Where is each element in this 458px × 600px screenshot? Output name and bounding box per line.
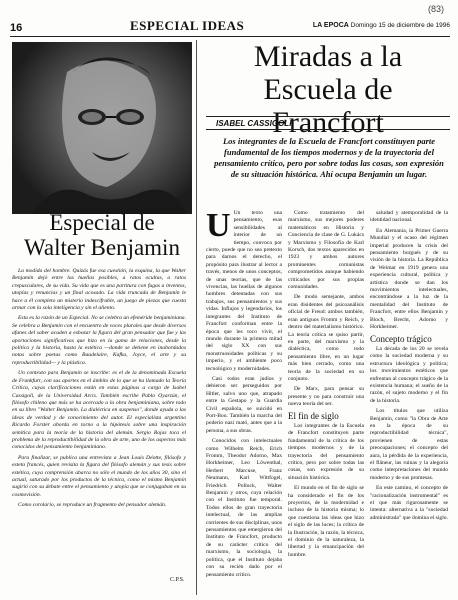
column-paragraph: Como tratamiento del marxismo, sus mejores poderes matemáticos en Historia y Conciencia de clase de G. Lukács y Marxismo y Filosofía de Karl Korsch, dos textos aparecidos en 1923 y ambos autores prominentes comunistas comprometidos aunque habiendo criticados por sus propias comunidades. xyxy=(288,210,364,291)
left-article-body xyxy=(12,268,186,513)
left-paragraph: La modida del hombre. Quizás fue esa cuestión, la esquina, la que Walter Benjamín dejó entre las huellas posibles, a ratos ocultas, a ratos crepusculares, de su vida. Su vida que es una partitura con fugas a inventos, utopías y renuncias y un final acosado. La vida truncada de Benjamín le hace a él completo un misterio indescifrable, un juego de piezas que cuesta armar con la sola inteligencia y sin el aliento. xyxy=(12,268,186,312)
left-title-line-1: Especial de xyxy=(49,210,155,235)
subhead-concepto-tragico: Concepto trágico xyxy=(370,333,432,344)
section-title: ESPECIAL IDEAS xyxy=(130,18,245,33)
column-paragraph: En Alemania, la Primer Guerra Mundial y el ocaso del régimen imperial producen la crisis del pensamiento burgués y de su visión de la historia. La República de Weimar en 1919 genera una experiencia cultural, política y artística donde se dan los movimientos intelectuales, encontrándose a la luz de la mentalidad del Instituto de Francfort, entre ellos Benjamin y Bloch, Brecht, Adorno y Horkheimer. xyxy=(370,227,448,331)
column-paragraph: El mundo en el fin de siglo se ha considerado el fin de los proyectos, de la modernidad e incluso de la historia misma; lo que cuestiona las ideas que hizo el siglo de las luces; la crítica de la Ilustración, la razón, la técnica, el dominio de la naturaleza, la libertad y la emancipación del hombre. xyxy=(288,485,364,558)
column-divider xyxy=(196,40,197,595)
column-paragraph: En este camino, el concepto de "racionalización instrumental" es el que más rigurosamente se intenta: alternativa a la "sociedad administrada" que domina el siglo. xyxy=(370,485,448,521)
subhead-fin-de-siglo: El fin de siglo xyxy=(288,410,339,421)
left-paragraph: Para finalizar, se publica una entrevista a Jean Louis Déotte, filósofo y esteta francés, quien revisita la figura del filósofo alemán y sus tesis sobre estética, cuya comprensión abarca no sólo el mundo de los años 30, sino el actual, saturado por los productos de la técnica, como el mismo Benjamín sugirió con su debate entre el pensamiento y utopía que se conjugaban en su cosmovisión. xyxy=(12,454,186,498)
byline: ISABEL CASSIGOLI xyxy=(206,116,450,130)
column-paragraph: De modo semejante, ambos eran disidentes del psicoanálisis oficial de Freud: ambos también, eran antiguos Fromm y Reich, y dentro del materialismo histórico. La teoría crítica se quiso partir, en parte, del marxismo y la dialéctica, como todo pensamiento libre, en un lugar más bien cerrado, como una teoría de la sociedad en su conjunto. xyxy=(288,294,364,382)
column-paragraph: De Marx, para pensar su presente y no para construir una nueva teoría del ser. xyxy=(288,386,364,408)
column-paragraph: Conocidos con intelectuales como Wilhelm Reich, Erich Fromm, Theodor Adorno, Max Horkheimer, Leo Löwenthal, Herbert Marcuse, Franz Neumann, Karl Wittfogel, Friedrich Pollock, Walter Benjamin y otros, cuya relación con el Instituto fue temporal. Todos ellos de gran trayectoria intelectual, de las amplias corrientes de sus disciplinas, unos pensamientos que emergieron del Instituto de Francfort, producto de su carácter crítico del marxismo, la sociología, la política, que el Instituto dejaba con su recién dado por el pensamiento crítico. xyxy=(206,438,282,578)
newspaper-name: LA EPOCA xyxy=(312,22,349,29)
article-lead: Los integrantes de la Escuela de Francfort constituyen parte fundamental de los tiempos modernos y de la trayectoria del pensamiento crítico, pero por sobre todas las cosas, son expresión de su situación histórica. Ahí ocupa Benjamin un lugar. xyxy=(214,136,444,179)
issue-date: Domingo 15 de diciembre de 1996 xyxy=(350,22,450,29)
left-paragraph: Un contexto para Benjamín se inscribe: es el de la denominada Escuela de Frankfurt, con sus aportes en el ámbito de lo que se ha llamado la Teoría Crítica, cuyas clarificaciones están en estas páginas a cargo de Isabel Cassigoli, de la Universidad Arcis. También escribe Pablo Oyarzún, el filósofo chileno que más se ha acercado a la obra benjaminiana, sobre todo en su libro "Walter Benjamín. La dialéctica en suspenso", donde ayuda a las ideas de verdad y de conocimiento del autor. El especialista argentino Ricardo Forster aborda en torno a la hipótesis sobre una inspiración semítica para la teoría de la historia del alemán. Sergio Rojas toca el problema de la reproductibilidad de la obra de arte, uno de los aspectos más conocidos del pensamiento benjaminiano. xyxy=(12,370,186,451)
left-title-line-2: Walter Benjamin xyxy=(24,235,180,260)
left-paragraph: Esta es la razón de un Especial. No se celebra un efeméride benjaminiana. Se celebra a Benjamín con el encuentro de voces plurales que desde diversos afanes del saber acuden a esbozar la figura del gran pensador que fue y las aportaciones significativas que hizo en la gama de relaciones, desde la política y la historia, hasta la estética —donde se detiene en inabordados notas sobre poetas como Baudelaire, Kafka, Joyce, el arte y su reproductibilidad— y la plástica. xyxy=(12,315,186,366)
column-text: Un texto una pensamiento, esas sensibilidades al interior de un tiempo, convoca por cierto, puede que no sea pretexto para darnos el derecho, el propósito para ilustrar al lector a través, menos de unos conceptos, de unas teorías, que de las vivencias, las huellas de algunos hombres detentadas con sus trabajos, sus pensamientos y sus vidas. Influjos y legendarios, los integrantes del Instituto de Francfort conforman entre la época que les toco vivir, el mundo durante la primera mitad del siglo XX con sus monstruosidades políticas y su imperio, y el ambiente poco tecnológico y modernidades. xyxy=(206,210,282,372)
headline-line-2: Escuela de Francfort xyxy=(263,73,393,139)
article-column-1 xyxy=(206,210,282,595)
column-paragraph: saludad y atemporalidad de la identidad nacional. xyxy=(370,210,448,224)
column-paragraph: Casi todos eran judíos y debieron ser perseguidos por Hitler, salvo uno que, atrapado entre la Gestapo y la Guardia Civil española, se suicidó en Port-Bou. También la marcha del poderío nazi mató, antes que a la persona, a sus obras. xyxy=(206,375,282,434)
handwritten-stamp: (83) xyxy=(427,4,444,14)
dateline xyxy=(313,22,450,29)
page-number: 16 xyxy=(10,22,23,34)
article-column-3 xyxy=(370,210,448,595)
article-column-2 xyxy=(288,210,364,595)
drop-cap: U xyxy=(206,210,231,244)
left-paragraph: Como corolario, se reproduce un fragmento del pensador alemán. xyxy=(18,502,167,509)
column-paragraph: Los títulos que utiliza Benjamin, como "la Obra de Arte en la época de su reproductibilidad técnica", provienen de estas preocupaciones; el concepto del aura, la pérdida de la experiencia, el flâneur, las ruinas y la alegoría como interpretaciones del mundo moderno y de sus promesas. xyxy=(370,408,448,481)
left-article-title xyxy=(14,210,190,260)
column-paragraph: Los integrantes de la Escuela de Francfort constituyen parte fundamental de la crítica de los tiempos modernos y de la trayectoria del pensamiento crítico, pero por sobre todas las cosas, son expresión de su situación histórica. xyxy=(288,422,364,481)
headline-line-1: Miradas a la xyxy=(253,40,403,73)
column-paragraph xyxy=(206,210,282,373)
page-header xyxy=(10,4,450,37)
benjamin-portrait-photo xyxy=(12,42,192,214)
portrait-image xyxy=(12,42,192,214)
column-paragraph: La década de los 20 se revela como la sociedad moderna y su estructura ideológica y política; los movimientos estéticos que enfrentan al concepto trágico de la existencia humana; el sueño de la razón, el sujeto moderno y el fin de la historia. xyxy=(370,345,448,404)
author-initials: C.P.S. xyxy=(170,577,185,583)
